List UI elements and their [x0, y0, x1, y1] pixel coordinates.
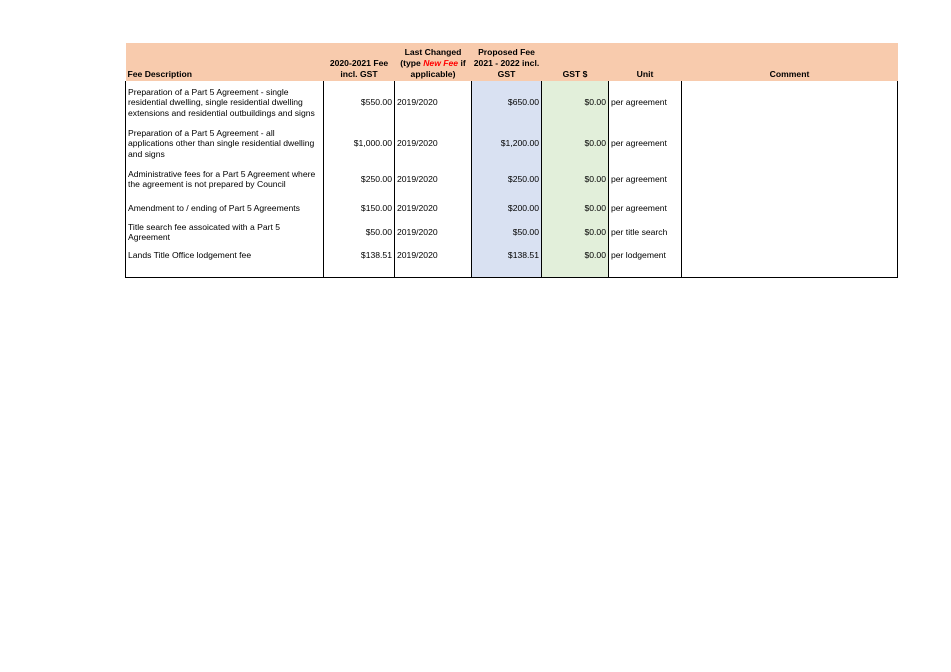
last-changed-cell: 2019/2020: [395, 163, 472, 195]
proposed-fee-cell: $50.00: [472, 221, 542, 243]
fee-2020-cell: $150.00: [324, 195, 395, 221]
unit-cell: per lodgement: [609, 243, 682, 277]
fee-2020-cell: $250.00: [324, 163, 395, 195]
proposed-fee-cell: $650.00: [472, 81, 542, 124]
proposed-fee-cell: $200.00: [472, 195, 542, 221]
gst-cell: $0.00: [542, 221, 609, 243]
gst-cell: $0.00: [542, 163, 609, 195]
last-changed-cell: 2019/2020: [395, 195, 472, 221]
proposed-fee-cell: $250.00: [472, 163, 542, 195]
unit-cell: per title search: [609, 221, 682, 243]
table-row: [126, 163, 898, 195]
comment-cell: [682, 243, 898, 277]
table-row: [126, 221, 898, 243]
proposed-fee-cell: $1,200.00: [472, 124, 542, 163]
table-row: [126, 81, 898, 124]
last-changed-cell: 2019/2020: [395, 124, 472, 163]
gst-cell: $0.00: [542, 195, 609, 221]
comment-cell: [682, 195, 898, 221]
header-row: [126, 43, 898, 81]
header-last-changed: [395, 43, 472, 81]
header-last-changed-pre: Last Changed (type: [400, 47, 462, 68]
fee-2020-cell: $1,000.00: [324, 124, 395, 163]
unit-cell: per agreement: [609, 124, 682, 163]
proposed-fee-cell: $138.51: [472, 243, 542, 277]
gst-cell: $0.00: [542, 243, 609, 277]
fee-schedule-table: [125, 43, 898, 278]
last-changed-cell: 2019/2020: [395, 243, 472, 277]
fee-description-cell: Title search fee assoicated with a Part 5 Agreement: [126, 221, 324, 243]
gst-cell: $0.00: [542, 124, 609, 163]
fee-description-cell: Administrative fees for a Part 5 Agreement where the agreement is not prepared by Council: [126, 163, 324, 195]
header-new-fee-note: New Fee: [423, 58, 459, 68]
comment-cell: [682, 221, 898, 243]
header-2020-fee: 2020-2021 Fee incl. GST: [324, 43, 395, 81]
header-proposed-fee: Proposed Fee 2021 - 2022 incl. GST: [472, 43, 542, 81]
table-row: [126, 195, 898, 221]
table-row: [126, 124, 898, 163]
header-gst: GST $: [542, 43, 609, 81]
fee-description-cell: Amendment to / ending of Part 5 Agreements: [126, 195, 324, 221]
fee-description-cell: Lands Title Office lodgement fee: [126, 243, 324, 277]
header-comment: Comment: [682, 43, 898, 81]
fee-description-cell: Preparation of a Part 5 Agreement - single residential dwelling, single residential dwelling extensions and residential outbuildings and signs: [126, 81, 324, 124]
gst-cell: $0.00: [542, 81, 609, 124]
table-row: [126, 243, 898, 277]
header-unit: Unit: [609, 43, 682, 81]
last-changed-cell: 2019/2020: [395, 221, 472, 243]
comment-cell: [682, 81, 898, 124]
last-changed-cell: 2019/2020: [395, 81, 472, 124]
header-last-changed-post: if applicable): [410, 58, 466, 79]
fee-2020-cell: $50.00: [324, 221, 395, 243]
comment-cell: [682, 163, 898, 195]
fee-description-cell: Preparation of a Part 5 Agreement - all applications other than single residential dwelling and signs: [126, 124, 324, 163]
fee-2020-cell: $550.00: [324, 81, 395, 124]
unit-cell: per agreement: [609, 195, 682, 221]
fee-2020-cell: $138.51: [324, 243, 395, 277]
comment-cell: [682, 124, 898, 163]
unit-cell: per agreement: [609, 163, 682, 195]
unit-cell: per agreement: [609, 81, 682, 124]
header-fee-description: Fee Description: [126, 43, 324, 81]
